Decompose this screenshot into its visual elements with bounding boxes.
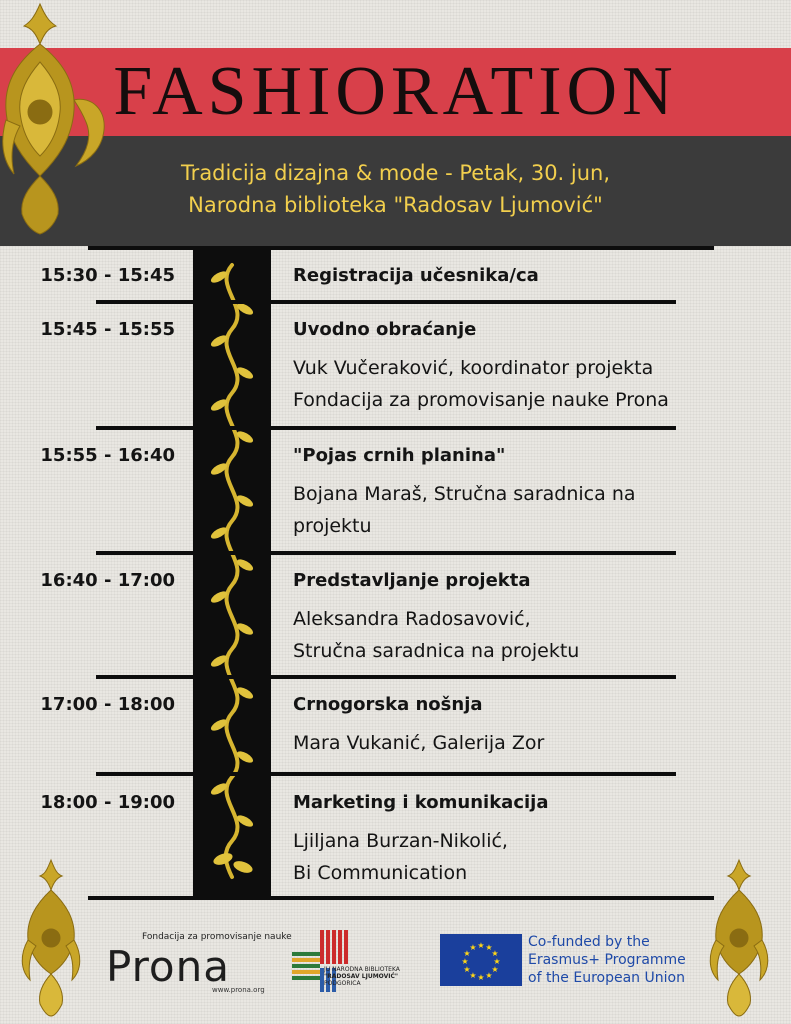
session-speaker: Aleksandra Radosavović, <box>293 608 531 630</box>
time-slot: 17:00 - 18:00 <box>40 694 175 715</box>
eu-flag-icon <box>440 934 522 986</box>
event-subtitle <box>0 157 791 221</box>
library-line: "RADOSAV LJUMOVIĆ" <box>324 973 399 980</box>
session-speaker: Bojana Maraš, Stručna saradnica na <box>293 483 636 505</box>
session-speaker: Fondacija za promovisanje nauke Prona <box>293 389 669 411</box>
prona-logo <box>106 930 292 1000</box>
svg-text:★: ★ <box>493 957 501 966</box>
svg-text:★: ★ <box>469 943 477 952</box>
eu-cofunded-text <box>528 933 686 987</box>
time-slot: 16:40 - 17:00 <box>40 570 175 591</box>
prona-url: www.prona.org <box>212 986 265 994</box>
gold-ornament-bottom-left-icon <box>18 858 84 1018</box>
time-slot: 15:30 - 15:45 <box>40 265 175 286</box>
svg-text:★: ★ <box>477 973 485 982</box>
eu-text-line: Erasmus+ Programme <box>528 952 686 968</box>
session-title: Registracija učesnika/ca <box>293 265 539 286</box>
eu-text-line: of the European Union <box>528 970 685 986</box>
time-slot: 15:45 - 15:55 <box>40 319 175 340</box>
gold-vine-pattern-icon <box>193 247 271 897</box>
library-line: PODGORICA <box>324 980 361 987</box>
time-slot: 15:55 - 16:40 <box>40 445 175 466</box>
session-speaker: Bi Communication <box>293 862 468 884</box>
library-line: JU NARODNA BIBLIOTEKA <box>324 966 400 973</box>
divider-bottom <box>88 896 714 900</box>
subtitle-line-date: Tradicija dizajna & mode - Petak, 30. jun, <box>180 161 611 185</box>
svg-text:★: ★ <box>463 965 471 974</box>
session-title: Predstavljanje projekta <box>293 570 531 591</box>
svg-text:★: ★ <box>491 949 499 958</box>
event-title: FASHIORATION <box>113 53 678 130</box>
session-speaker: projektu <box>293 515 372 537</box>
divider-row <box>96 772 676 776</box>
session-speaker: Stručna saradnica na projektu <box>293 640 580 662</box>
time-slot: 18:00 - 19:00 <box>40 792 175 813</box>
svg-text:★: ★ <box>491 965 499 974</box>
library-name <box>324 966 400 987</box>
gold-ornament-bottom-right-icon <box>706 858 772 1018</box>
divider-top <box>88 246 714 250</box>
prona-wordmark: Prona <box>106 942 230 991</box>
svg-text:★: ★ <box>477 941 485 950</box>
divider-row <box>96 675 676 679</box>
divider-row <box>96 551 676 555</box>
svg-text:★: ★ <box>461 957 469 966</box>
erasmus-cofunded-logo <box>440 932 700 990</box>
session-speaker: Ljiljana Burzan-Nikolić, <box>293 830 508 852</box>
svg-text:★: ★ <box>485 943 493 952</box>
session-title: Uvodno obraćanje <box>293 319 477 340</box>
eu-text-line: Co-funded by the <box>528 934 650 950</box>
svg-text:★: ★ <box>463 949 471 958</box>
session-title: Crnogorska nošnja <box>293 694 483 715</box>
gold-ornament-top-left-icon <box>0 0 112 236</box>
library-logo <box>292 930 432 996</box>
svg-text:★: ★ <box>485 971 493 980</box>
session-speaker: Mara Vukanić, Galerija Zor <box>293 732 545 754</box>
divider-row <box>96 300 676 304</box>
subtitle-line-venue: Narodna biblioteka "Radosav Ljumović" <box>188 193 603 217</box>
prona-tagline: Fondacija za promovisanje nauke <box>142 932 292 942</box>
svg-text:★: ★ <box>469 971 477 980</box>
divider-row <box>96 426 676 430</box>
session-title: "Pojas crnih planina" <box>293 445 506 466</box>
session-title: Marketing i komunikacija <box>293 792 549 813</box>
session-speaker: Vuk Vučeraković, koordinator projekta <box>293 357 654 379</box>
